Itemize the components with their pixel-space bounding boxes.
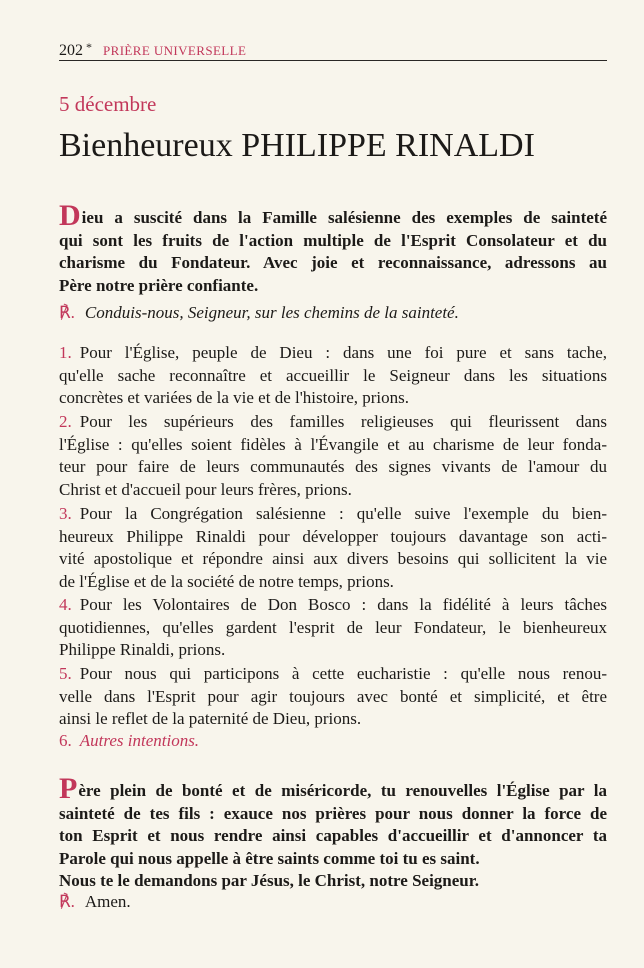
feast-date: 5 décembre (59, 92, 157, 116)
intro-line: Père notre prière confiante. (59, 275, 259, 295)
conclusion-dropcap: P (59, 772, 78, 805)
response-symbol: ℟. (59, 892, 75, 911)
intro-dropcap: D (59, 199, 81, 232)
introduction (59, 199, 607, 297)
conclusion-line: Parole qui nous appelle à être saints comme toi tu es saint. (59, 848, 480, 868)
intro-line: qui sont les fruits de l'action multiple de l'Esprit Consolateur et du (59, 230, 607, 250)
intention-5: 5. Pour nous qui participons à cette eucharistie : qu'elle nous renou- velle dans l'Esprit pour agir toujours avec bonté et simplicité, et être ainsi le reflet de la paternité de Dieu, prions. (59, 664, 607, 729)
intention-2: 2. Pour les supérieurs des familles religieuses qui fleurissent dans l'Église : qu'elles soient fidèles à l'Évangile et au charisme de leur fonda- teur pour faire de leurs communautés des signes vivants de l'amour du Christ et d'accueil pour leurs frères, prions. (59, 412, 607, 499)
page-title: Bienheureux PHILIPPE RINALDI (59, 127, 535, 164)
intention-3: 3. Pour la Congrégation salésienne : qu'elle suive l'exemple du bien- heureux Philippe Rinaldi pour développer toujours davantage son acti- vité apostolique et répondre ainsi aux divers besoins qui sollicitent la vie de l'Église et de la société de notre temps, prions. (59, 504, 607, 591)
intro-line: charisme du Fondateur. Avec joie et reconnaissance, adressons au (59, 253, 607, 273)
intention-number: 5. (59, 664, 72, 683)
intention-number: 1. (59, 343, 72, 362)
response-symbol: ℟. (59, 303, 75, 322)
running-head (59, 36, 607, 61)
final-response (59, 891, 607, 914)
intention-6 (59, 730, 607, 753)
conclusion-line: sainteté de tes fils : exauce nos prières pour nous donner la force de (59, 803, 607, 823)
conclusion-line: Père plein de bonté et de miséricorde, tu renouvelles l'Église par la (59, 772, 607, 805)
final-response-text: Amen. (84, 892, 131, 911)
intention-number: 4. (59, 595, 72, 614)
response (59, 302, 607, 325)
intention-number: 3. (59, 504, 72, 523)
intro-line: Dieu a suscité dans la Famille salésienne des exemples de sainteté (59, 199, 607, 232)
conclusion (59, 772, 607, 893)
conclusion-line: Nous te le demandons par Jésus, le Christ, notre Seigneur. (59, 871, 479, 891)
intention-1: 1. Pour l'Église, peuple de Dieu : dans une foi pure et sans tache, qu'elle sache reconnaître et accueillir le Seigneur dans les situations concrètes et variées de la vie et de l'histoire, prions. (59, 343, 607, 408)
response-text: Conduis-nous, Seigneur, sur les chemins de la sainteté. (84, 303, 459, 322)
running-title: PRIÈRE UNIVERSELLE (103, 43, 247, 58)
intention-number: 2. (59, 412, 72, 431)
intention-4: 4. Pour les Volontaires de Don Bosco : dans la fidélité à leurs tâches quotidiennes, qu'elles gardent l'esprit de leur Fondateur, le bienheureux Philippe Rinaldi, prions. (59, 595, 607, 660)
intention-text: Autres intentions. (79, 731, 200, 750)
page-number: 202 (59, 42, 83, 59)
intention-number: 6. (59, 731, 72, 750)
star-mark: * (86, 40, 92, 54)
conclusion-line: ton Esprit et nous rendre ainsi capables d'accueillir et d'annoncer ta (59, 826, 607, 846)
